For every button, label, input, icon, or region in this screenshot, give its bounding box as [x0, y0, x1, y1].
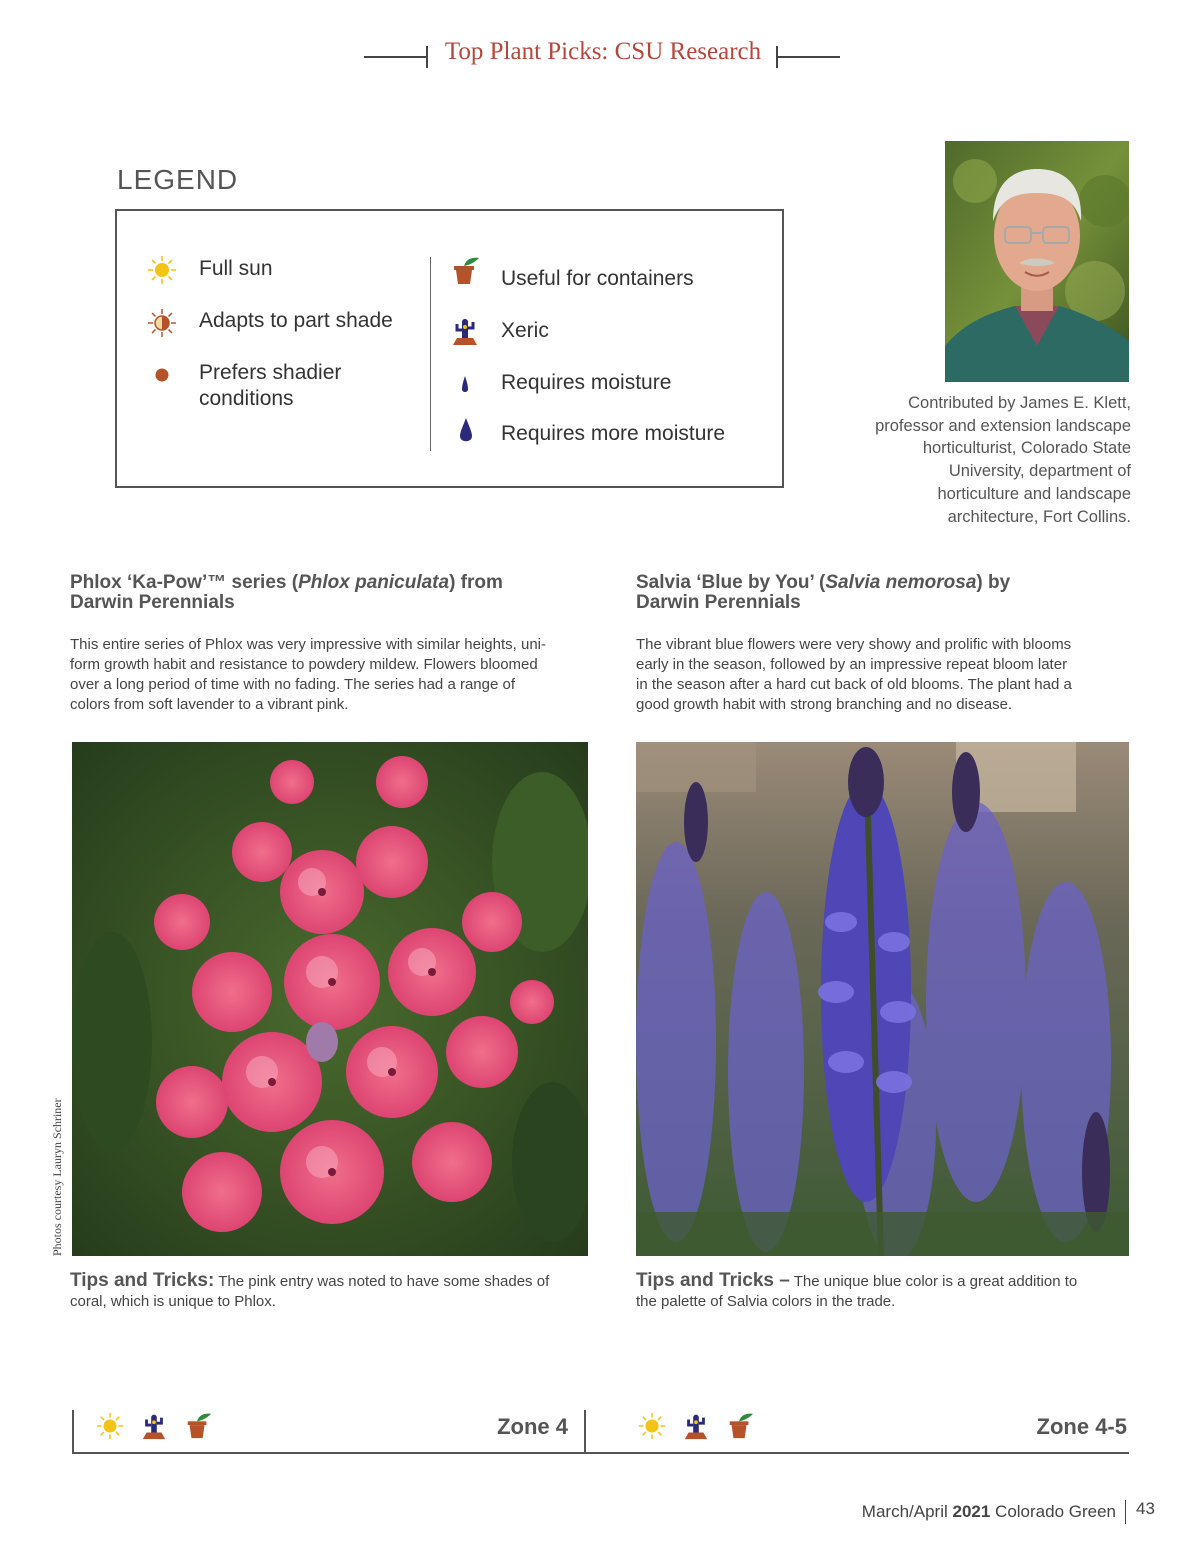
contributor-credit-line: professor and extension landscape — [875, 416, 1131, 435]
salvia-description: The vibrant blue flowers were very showy and prolific with blooms early in the season, followed by an impressive repeat bloom later in the season after a hard cut back of old blooms. The plant had a good growth habit with strong branching and no disease. — [636, 636, 1072, 713]
shade-icon — [147, 360, 177, 390]
legend-label-xeric: Xeric — [501, 319, 549, 342]
moisture-drop-icon — [452, 370, 482, 400]
contributor-credit-line: architecture, Fort Collins. — [947, 507, 1131, 526]
xeric-cactus-icon — [682, 1412, 710, 1440]
legend-label-shade-line2: conditions — [199, 387, 294, 410]
xeric-cactus-icon — [140, 1412, 168, 1440]
photo-credit: Photos courtesy Lauryn Schriner — [50, 1098, 64, 1256]
contributor-credit-line: horticulture and landscape — [937, 484, 1131, 503]
legend-label-moisture: Requires moisture — [501, 371, 672, 394]
xeric-cactus-icon — [450, 316, 480, 346]
phlox-description: This entire series of Phlox was very impressive with similar heights, uni- form growth habit and resistance to powdery mildew. Flowers bloomed over a long period of time with no fading. The series had a range of colors from soft lavender to a vibrant pink. — [70, 636, 546, 713]
legend-label-containers: Useful for containers — [501, 267, 694, 290]
phlox-tips: Tips and Tricks: The pink entry was noted to have some shades of coral, which is unique to Phlox. — [70, 1270, 550, 1310]
header-tick-left — [426, 46, 428, 68]
salvia-zone-bar — [586, 1410, 1129, 1454]
salvia-photo — [636, 742, 1129, 1256]
container-pot-icon — [184, 1412, 212, 1440]
full-sun-icon — [96, 1412, 124, 1440]
contributor-credit-line: Contributed by James E. Klett, — [908, 394, 1131, 412]
legend-label-full-sun: Full sun — [199, 257, 273, 280]
header-rule-right — [778, 56, 840, 58]
full-sun-icon — [147, 255, 177, 285]
legend-divider — [430, 257, 431, 451]
container-pot-icon — [726, 1412, 754, 1440]
legend-title: LEGEND — [117, 164, 239, 195]
running-header — [0, 38, 1200, 74]
legend-label-more-moisture: Requires more moisture — [501, 422, 726, 445]
legend-label-part-shade: Adapts to part shade — [199, 309, 393, 332]
container-pot-icon — [450, 256, 480, 286]
part-shade-icon — [147, 308, 177, 338]
header-rule-left — [364, 56, 428, 58]
phlox-title: Phlox ‘Ka-Pow’™ series (Phlox paniculata) from Darwin Perennials — [70, 572, 503, 613]
phlox-zone-bar — [72, 1410, 586, 1454]
page-footer — [0, 1499, 1200, 1526]
issue-line: March/April 2021 Colorado Green — [861, 1502, 1116, 1521]
phlox-photo — [72, 742, 588, 1256]
salvia-zone-label: Zone 4-5 — [1036, 1414, 1127, 1439]
more-moisture-drop-icon — [452, 416, 482, 446]
contributor-credit-line: horticulturist, Colorado State — [922, 439, 1131, 458]
salvia-tips: Tips and Tricks – The unique blue color is a great addition to the palette of Salvia colors in the trade. — [636, 1270, 1078, 1310]
salvia-title: Salvia ‘Blue by You’ (Salvia nemorosa) by Darwin Perennials — [636, 572, 1011, 613]
full-sun-icon — [638, 1412, 666, 1440]
legend-label-shade: Prefers shadier — [199, 361, 342, 384]
contributor-credit-line: University, department of — [948, 462, 1131, 481]
contributor-credit — [830, 392, 1131, 528]
contributor-portrait — [945, 141, 1129, 382]
footer-separator — [1125, 1500, 1126, 1524]
header-title: Top Plant Picks: CSU Research — [444, 38, 762, 65]
phlox-zone-label: Zone 4 — [497, 1414, 568, 1439]
page-number: 43 — [1136, 1499, 1155, 1518]
